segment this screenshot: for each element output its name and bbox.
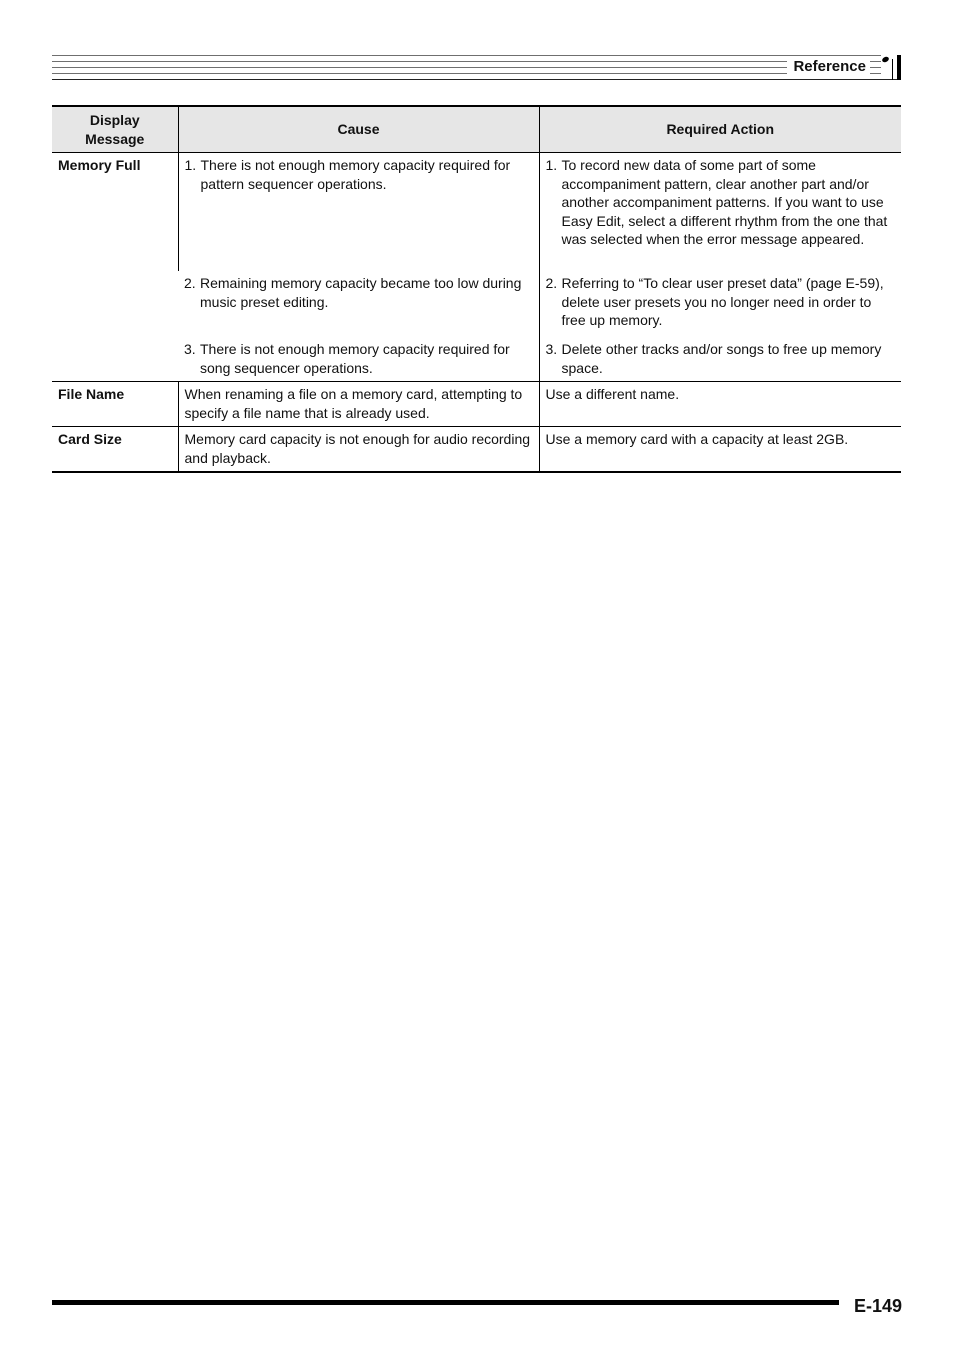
header-staff xyxy=(52,55,901,80)
table-row xyxy=(52,382,901,427)
action-cell xyxy=(539,382,901,427)
item-number: 1. xyxy=(545,157,558,173)
action-cell xyxy=(539,153,901,272)
action-text: Delete other tracks and/or songs to free up memory space. xyxy=(561,341,882,376)
table-header-row xyxy=(52,106,901,153)
display-message-cell xyxy=(52,382,178,427)
action-text: Use a memory card with a capacity at least 2GB. xyxy=(545,431,849,447)
staff-line xyxy=(52,61,881,62)
action-text: To record new data of some part of some accompaniment pattern, clear another part and/or another accompaniment patterns. If you want to use Easy Edit, select a different rhythm from the one that was selected when the error message appeared. xyxy=(561,157,888,247)
cause-cell xyxy=(178,153,539,272)
table-row xyxy=(52,427,901,473)
staff-end-bar xyxy=(897,55,901,80)
item-number: 3. xyxy=(545,341,558,357)
action-text: Use a different name. xyxy=(545,386,680,402)
display-message-cell xyxy=(52,153,178,382)
footer-rule xyxy=(52,1300,839,1305)
item-number: 1. xyxy=(184,157,197,173)
cause-text: Remaining memory capacity became too low during music preset editing. xyxy=(200,275,522,310)
page-number: E-149 xyxy=(853,1296,902,1316)
cause-cell xyxy=(178,427,539,473)
column-header-required-action: Required Action xyxy=(539,106,901,153)
staff-line xyxy=(52,79,901,80)
error-message-table xyxy=(52,105,901,473)
cause-text: When renaming a file on a memory card, attempting to specify a file name that is already used. xyxy=(184,386,523,421)
cause-cell xyxy=(178,337,539,382)
item-number: 2. xyxy=(184,275,196,291)
action-text: Referring to “To clear user preset data” (page E-59), delete user presets you no longer need in order to free up memory. xyxy=(561,275,884,328)
action-cell xyxy=(539,337,901,382)
item-number: 2. xyxy=(545,275,558,291)
action-cell xyxy=(539,427,901,473)
display-message: File Name xyxy=(58,386,125,402)
display-message-cell xyxy=(52,427,178,473)
section-title: Reference xyxy=(787,57,870,76)
staff-line xyxy=(52,67,881,68)
display-message: Card Size xyxy=(58,431,122,447)
action-cell xyxy=(539,271,901,337)
music-note-icon xyxy=(881,56,889,63)
cause-text: There is not enough memory capacity required for pattern sequencer operations. xyxy=(200,157,511,192)
cause-text: There is not enough memory capacity required for song sequencer operations. xyxy=(200,341,510,376)
table-row xyxy=(52,153,901,272)
item-number: 3. xyxy=(184,341,196,357)
table-row xyxy=(52,271,901,337)
table-row xyxy=(52,337,901,382)
column-header-display-message: Display Message xyxy=(52,106,178,153)
note-stem xyxy=(892,59,893,80)
cause-cell xyxy=(178,271,539,337)
staff-line xyxy=(52,73,881,74)
cause-cell xyxy=(178,382,539,427)
cause-text: Memory card capacity is not enough for audio recording and playback. xyxy=(184,431,531,466)
display-message: Memory Full xyxy=(58,157,141,173)
column-header-cause: Cause xyxy=(178,106,539,153)
staff-line xyxy=(52,55,881,56)
